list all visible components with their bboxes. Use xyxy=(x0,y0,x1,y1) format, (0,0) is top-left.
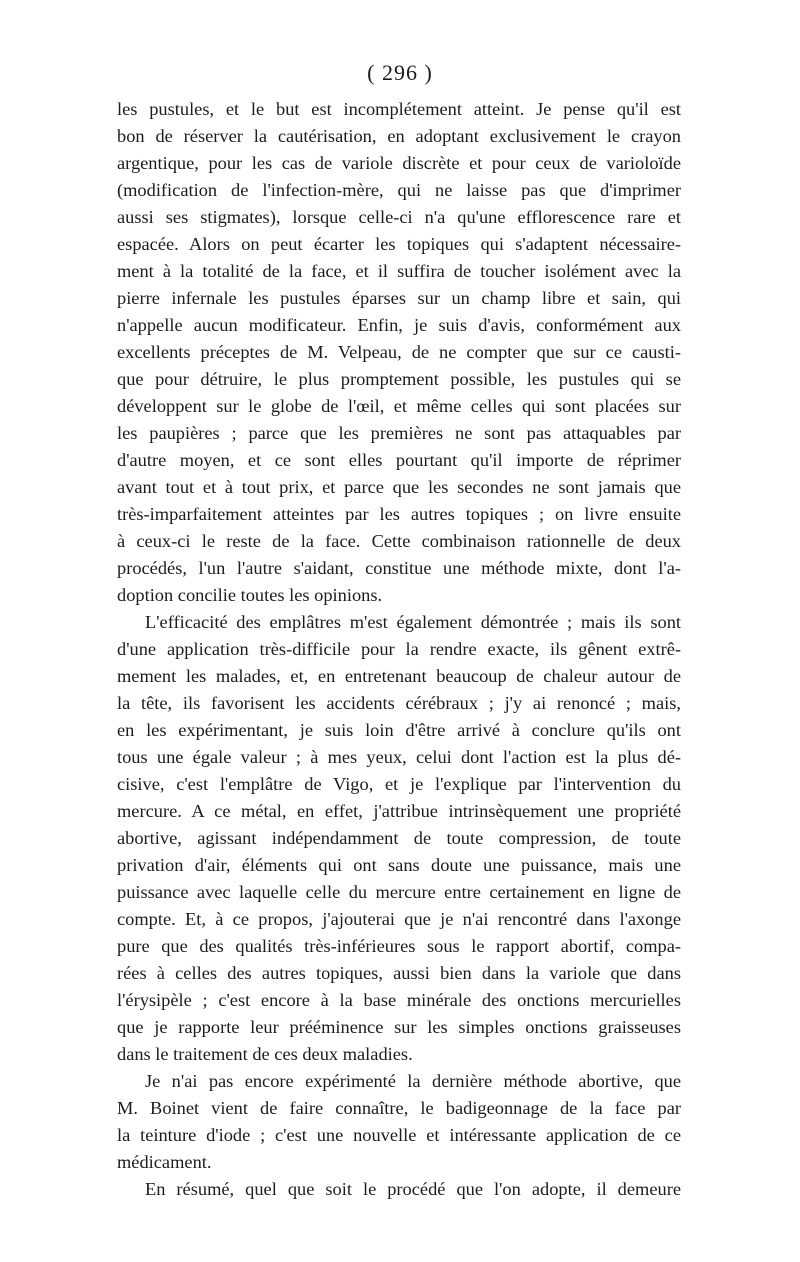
text-line: excellents préceptes de M. Velpeau, de ne compter que sur ce causti- xyxy=(117,342,681,362)
text-line: que je rapporte leur prééminence sur les simples onctions graisseuses xyxy=(117,1017,681,1037)
text-line: Je n'ai pas encore expérimenté la dernière méthode abortive, que xyxy=(145,1071,681,1091)
text-line: l'érysipèle ; c'est encore à la base minérale des onctions mercurielles xyxy=(117,990,681,1010)
text-line: pierre infernale les pustules éparses sur un champ libre et sain, qui xyxy=(117,288,681,308)
text-line: En résumé, quel que soit le procédé que l'on adopte, il demeure xyxy=(145,1179,681,1199)
text-line: bon de réserver la cautérisation, en adoptant exclusivement le crayon xyxy=(117,126,681,146)
text-line: tous une égale valeur ; à mes yeux, celui dont l'action est la plus dé- xyxy=(117,747,681,767)
text-line: les paupières ; parce que les premières ne sont pas attaquables par xyxy=(117,423,681,443)
text-line: que pour détruire, le plus promptement possible, les pustules qui se xyxy=(117,369,681,389)
text-line: en les expérimentant, je suis loin d'être arrivé à conclure qu'ils ont xyxy=(117,720,681,740)
text-line: d'une application très-difficile pour la rendre exacte, ils gênent extrê- xyxy=(117,639,681,659)
text-line: d'autre moyen, et ce sont elles pourtant qu'il importe de réprimer xyxy=(117,450,681,470)
text-line: la tête, ils favorisent les accidents cérébraux ; j'y ai renoncé ; mais, xyxy=(117,693,681,713)
body-text xyxy=(117,96,681,1203)
text-line: médicament. xyxy=(117,1152,212,1172)
text-line: n'appelle aucun modificateur. Enfin, je suis d'avis, conformément aux xyxy=(117,315,681,335)
text-line: doption concilie toutes les opinions. xyxy=(117,585,383,605)
text-line: compte. Et, à ce propos, j'ajouterai que je n'ai rencontré dans l'axonge xyxy=(117,909,681,929)
text-line: espacée. Alors on peut écarter les topiques qui s'adaptent nécessaire- xyxy=(117,234,681,254)
text-line: avant tout et à tout prix, et parce que les secondes ne sont jamais que xyxy=(117,477,681,497)
paragraph xyxy=(117,96,681,609)
text-line: L'efficacité des emplâtres m'est également démontrée ; mais ils sont xyxy=(145,612,681,632)
text-line: cisive, c'est l'emplâtre de Vigo, et je l'explique par l'intervention du xyxy=(117,774,681,794)
page-number: ( 296 ) xyxy=(367,60,433,85)
text-line: rées à celles des autres topiques, aussi bien dans la variole que dans xyxy=(117,963,681,983)
text-line: abortive, agissant indépendamment de toute compression, de toute xyxy=(117,828,681,848)
text-line: développent sur le globe de l'œil, et même celles qui sont placées sur xyxy=(117,396,681,416)
text-line: les pustules, et le but est incomplétement atteint. Je pense qu'il est xyxy=(117,99,681,119)
text-line: argentique, pour les cas de variole discrète et pour ceux de varioloïde xyxy=(117,153,681,173)
text-line: très-imparfaitement atteintes par les autres topiques ; on livre ensuite xyxy=(117,504,681,524)
text-line: à ceux-ci le reste de la face. Cette combinaison rationnelle de deux xyxy=(117,531,681,551)
paragraph xyxy=(117,1068,681,1176)
text-line: privation d'air, éléments qui ont sans doute une puissance, mais une xyxy=(117,855,681,875)
text-line: dans le traitement de ces deux maladies. xyxy=(117,1044,413,1064)
text-line: mement les malades, et, en entretenant beaucoup de chaleur autour de xyxy=(117,666,681,686)
text-line: pure que des qualités très-inférieures sous le rapport abortif, compa- xyxy=(117,936,681,956)
text-line: ment à la totalité de la face, et il suffira de toucher isolément avec la xyxy=(117,261,681,281)
text-line: la teinture d'iode ; c'est une nouvelle et intéressante application de ce xyxy=(117,1125,681,1145)
text-line: mercure. A ce métal, en effet, j'attribue intrinsèquement une propriété xyxy=(117,801,681,821)
paragraph xyxy=(117,1176,681,1203)
text-line: M. Boinet vient de faire connaître, le badigeonnage de la face par xyxy=(117,1098,681,1118)
text-line: (modification de l'infection-mère, qui ne laisse pas que d'imprimer xyxy=(117,180,681,200)
paragraph xyxy=(117,609,681,1068)
text-line: puissance avec laquelle celle du mercure entre certainement en ligne de xyxy=(117,882,681,902)
text-line: procédés, l'un l'autre s'aidant, constitue une méthode mixte, dont l'a- xyxy=(117,558,681,578)
text-line: aussi ses stigmates), lorsque celle-ci n'a qu'une efflorescence rare et xyxy=(117,207,681,227)
